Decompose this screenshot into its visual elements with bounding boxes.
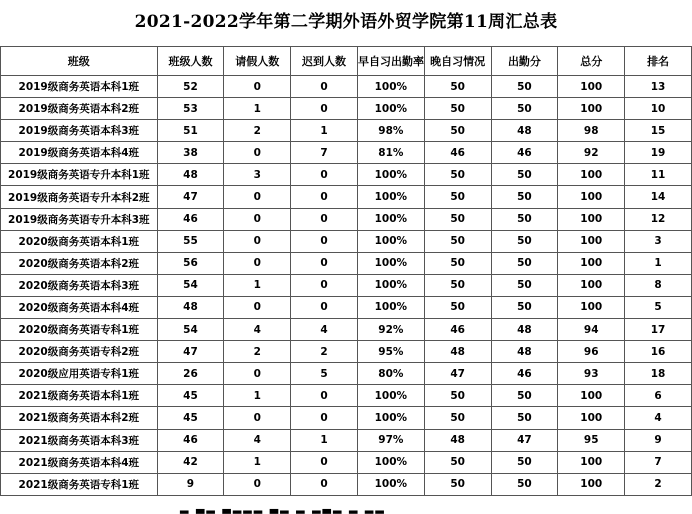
table-cell: 15 — [625, 120, 692, 142]
column-header: 早自习出勤率 — [357, 47, 424, 76]
table-cell: 2 — [625, 473, 692, 495]
table-cell: 46 — [157, 429, 224, 451]
table-cell: 0 — [291, 385, 358, 407]
table-cell: 2 — [224, 120, 291, 142]
table-cell: 0 — [291, 208, 358, 230]
table-cell: 100 — [558, 296, 625, 318]
table-cell: 2 — [224, 341, 291, 363]
table-cell: 80% — [357, 363, 424, 385]
table-cell: 100 — [558, 407, 625, 429]
table-row — [1, 363, 692, 385]
table-cell: 100% — [357, 230, 424, 252]
table-cell: 100% — [357, 164, 424, 186]
table-cell: 46 — [491, 142, 558, 164]
table-cell: 50 — [491, 451, 558, 473]
table-cell: 0 — [291, 296, 358, 318]
table-row — [1, 274, 692, 296]
table-cell: 4 — [291, 319, 358, 341]
table-cell: 50 — [424, 230, 491, 252]
table-cell: 18 — [625, 363, 692, 385]
table-cell: 92 — [558, 142, 625, 164]
table-cell: 100% — [357, 252, 424, 274]
class-name-cell: 2019级商务英语本科4班 — [1, 142, 158, 164]
table-cell: 1 — [291, 120, 358, 142]
class-name-cell: 2021级商务英语本科3班 — [1, 429, 158, 451]
table-cell: 50 — [491, 76, 558, 98]
table-cell: 50 — [424, 164, 491, 186]
table-cell: 100% — [357, 274, 424, 296]
class-name-cell: 2021级商务英语本科4班 — [1, 451, 158, 473]
table-cell: 100 — [558, 230, 625, 252]
class-name-cell: 2021级商务英语专科1班 — [1, 473, 158, 495]
table-cell: 5 — [625, 296, 692, 318]
table-row — [1, 407, 692, 429]
table-cell: 0 — [224, 363, 291, 385]
table-cell: 46 — [424, 319, 491, 341]
summary-table — [0, 46, 692, 496]
table-cell: 100% — [357, 473, 424, 495]
table-cell: 92% — [357, 319, 424, 341]
table-cell: 50 — [491, 407, 558, 429]
table-cell: 53 — [157, 98, 224, 120]
table-row — [1, 120, 692, 142]
table-cell: 100% — [357, 451, 424, 473]
table-cell: 4 — [224, 429, 291, 451]
table-cell: 100% — [357, 407, 424, 429]
table-cell: 0 — [224, 186, 291, 208]
table-cell: 81% — [357, 142, 424, 164]
table-row — [1, 142, 692, 164]
table-cell: 100% — [357, 296, 424, 318]
table-row — [1, 252, 692, 274]
table-row — [1, 76, 692, 98]
table-cell: 50 — [491, 98, 558, 120]
table-cell: 48 — [157, 164, 224, 186]
table-cell: 1 — [291, 429, 358, 451]
table-cell: 50 — [491, 385, 558, 407]
table-cell: 48 — [491, 319, 558, 341]
table-cell: 0 — [224, 208, 291, 230]
table-cell: 48 — [157, 296, 224, 318]
table-cell: 7 — [625, 451, 692, 473]
table-cell: 0 — [291, 274, 358, 296]
table-cell: 9 — [157, 473, 224, 495]
table-cell: 50 — [424, 186, 491, 208]
table-cell: 95% — [357, 341, 424, 363]
table-cell: 50 — [424, 451, 491, 473]
table-cell: 0 — [224, 142, 291, 164]
table-cell: 14 — [625, 186, 692, 208]
table-cell: 100 — [558, 473, 625, 495]
table-row — [1, 319, 692, 341]
column-header: 请假人数 — [224, 47, 291, 76]
table-cell: 52 — [157, 76, 224, 98]
table-cell: 0 — [291, 98, 358, 120]
table-cell: 56 — [157, 252, 224, 274]
page-title: 2021-2022学年第二学期外语外贸学院第11周汇总表 — [134, 12, 558, 32]
table-cell: 50 — [491, 274, 558, 296]
table-cell: 100 — [558, 385, 625, 407]
class-name-cell: 2019级商务英语专升本科3班 — [1, 208, 158, 230]
table-body — [1, 76, 692, 496]
table-cell: 0 — [224, 252, 291, 274]
table-cell: 13 — [625, 76, 692, 98]
table-cell: 9 — [625, 429, 692, 451]
table-cell: 1 — [224, 274, 291, 296]
table-cell: 100% — [357, 98, 424, 120]
table-row — [1, 230, 692, 252]
table-cell: 0 — [291, 164, 358, 186]
table-cell: 1 — [224, 451, 291, 473]
class-name-cell: 2020级商务英语本科4班 — [1, 296, 158, 318]
table-cell: 48 — [491, 120, 558, 142]
table-cell: 100 — [558, 274, 625, 296]
table-cell: 46 — [491, 363, 558, 385]
table-row — [1, 186, 692, 208]
table-cell: 54 — [157, 274, 224, 296]
table-cell: 50 — [491, 473, 558, 495]
table-cell: 0 — [224, 296, 291, 318]
table-cell: 0 — [291, 451, 358, 473]
table-cell: 0 — [291, 252, 358, 274]
table-cell: 50 — [424, 473, 491, 495]
table-cell: 6 — [625, 385, 692, 407]
table-cell: 12 — [625, 208, 692, 230]
table-cell: 50 — [424, 98, 491, 120]
table-cell: 50 — [424, 208, 491, 230]
table-cell: 100 — [558, 252, 625, 274]
table-cell: 10 — [625, 98, 692, 120]
table-cell: 100 — [558, 164, 625, 186]
class-name-cell: 2019级商务英语本科1班 — [1, 76, 158, 98]
table-cell: 50 — [424, 385, 491, 407]
table-cell: 50 — [491, 296, 558, 318]
table-cell: 51 — [157, 120, 224, 142]
table-cell: 0 — [224, 473, 291, 495]
class-name-cell: 2021级商务英语本科1班 — [1, 385, 158, 407]
class-name-cell: 2019级商务英语本科2班 — [1, 98, 158, 120]
table-cell: 0 — [291, 76, 358, 98]
table-cell: 50 — [424, 76, 491, 98]
table-cell: 45 — [157, 407, 224, 429]
table-cell: 2 — [291, 341, 358, 363]
table-row — [1, 98, 692, 120]
table-header-row — [1, 47, 692, 76]
column-header: 晚自习情况 — [424, 47, 491, 76]
table-cell: 100% — [357, 76, 424, 98]
table-cell: 47 — [424, 363, 491, 385]
table-cell: 26 — [157, 363, 224, 385]
table-cell: 98% — [357, 120, 424, 142]
table-cell: 47 — [157, 341, 224, 363]
table-cell: 100 — [558, 451, 625, 473]
table-cell: 45 — [157, 385, 224, 407]
table-cell: 50 — [491, 230, 558, 252]
column-header: 出勤分 — [491, 47, 558, 76]
class-name-cell: 2019级商务英语专升本科2班 — [1, 186, 158, 208]
table-row — [1, 473, 692, 495]
table-cell: 8 — [625, 274, 692, 296]
table-cell: 48 — [424, 341, 491, 363]
table-cell: 5 — [291, 363, 358, 385]
table-cell: 100 — [558, 186, 625, 208]
table-cell: 19 — [625, 142, 692, 164]
table-row — [1, 296, 692, 318]
class-name-cell: 2020级应用英语专科1班 — [1, 363, 158, 385]
table-cell: 94 — [558, 319, 625, 341]
table-cell: 50 — [491, 186, 558, 208]
table-cell: 100 — [558, 208, 625, 230]
table-cell: 47 — [157, 186, 224, 208]
table-cell: 0 — [291, 186, 358, 208]
cropped-footer-note: ▂ ▃▂ ▃▂▂▂ ▃▂ ▂ ▂▃▂ ▂ ▂▂ — [180, 501, 386, 514]
table-cell: 50 — [424, 407, 491, 429]
table-cell: 96 — [558, 341, 625, 363]
table-cell: 50 — [424, 252, 491, 274]
table-row — [1, 208, 692, 230]
table-cell: 100 — [558, 98, 625, 120]
table-cell: 16 — [625, 341, 692, 363]
column-header: 班级 — [1, 47, 158, 76]
table-cell: 93 — [558, 363, 625, 385]
column-header: 迟到人数 — [291, 47, 358, 76]
class-name-cell: 2019级商务英语本科3班 — [1, 120, 158, 142]
table-cell: 46 — [424, 142, 491, 164]
class-name-cell: 2020级商务英语本科1班 — [1, 230, 158, 252]
class-name-cell: 2019级商务英语专升本科1班 — [1, 164, 158, 186]
table-row — [1, 385, 692, 407]
table-cell: 38 — [157, 142, 224, 164]
table-cell: 0 — [224, 76, 291, 98]
table-row — [1, 451, 692, 473]
table-cell: 50 — [424, 274, 491, 296]
column-header: 排名 — [625, 47, 692, 76]
table-cell: 7 — [291, 142, 358, 164]
class-name-cell: 2021级商务英语本科2班 — [1, 407, 158, 429]
table-cell: 48 — [424, 429, 491, 451]
table-row — [1, 429, 692, 451]
table-cell: 1 — [224, 98, 291, 120]
table-cell: 97% — [357, 429, 424, 451]
table-cell: 50 — [491, 164, 558, 186]
table-cell: 100% — [357, 186, 424, 208]
table-cell: 50 — [491, 252, 558, 274]
table-cell: 1 — [224, 385, 291, 407]
table-cell: 50 — [491, 208, 558, 230]
table-cell: 4 — [224, 319, 291, 341]
table-cell: 0 — [291, 230, 358, 252]
table-cell: 100 — [558, 76, 625, 98]
class-name-cell: 2020级商务英语本科3班 — [1, 274, 158, 296]
table-cell: 54 — [157, 319, 224, 341]
table-cell: 0 — [224, 230, 291, 252]
column-header: 班级人数 — [157, 47, 224, 76]
table-cell: 0 — [291, 407, 358, 429]
table-cell: 42 — [157, 451, 224, 473]
table-cell: 100% — [357, 208, 424, 230]
table-cell: 3 — [224, 164, 291, 186]
table-cell: 11 — [625, 164, 692, 186]
table-cell: 47 — [491, 429, 558, 451]
table-cell: 50 — [424, 296, 491, 318]
column-header: 总分 — [558, 47, 625, 76]
table-cell: 95 — [558, 429, 625, 451]
table-cell: 1 — [625, 252, 692, 274]
table-cell: 0 — [224, 407, 291, 429]
table-cell: 46 — [157, 208, 224, 230]
class-name-cell: 2020级商务英语专科2班 — [1, 341, 158, 363]
class-name-cell: 2020级商务英语专科1班 — [1, 319, 158, 341]
table-row — [1, 341, 692, 363]
table-cell: 4 — [625, 407, 692, 429]
table-cell: 0 — [291, 473, 358, 495]
class-name-cell: 2020级商务英语本科2班 — [1, 252, 158, 274]
table-cell: 98 — [558, 120, 625, 142]
table-cell: 55 — [157, 230, 224, 252]
table-cell: 50 — [424, 120, 491, 142]
table-row — [1, 164, 692, 186]
table-cell: 100% — [357, 385, 424, 407]
table-cell: 17 — [625, 319, 692, 341]
table-cell: 48 — [491, 341, 558, 363]
table-cell: 3 — [625, 230, 692, 252]
